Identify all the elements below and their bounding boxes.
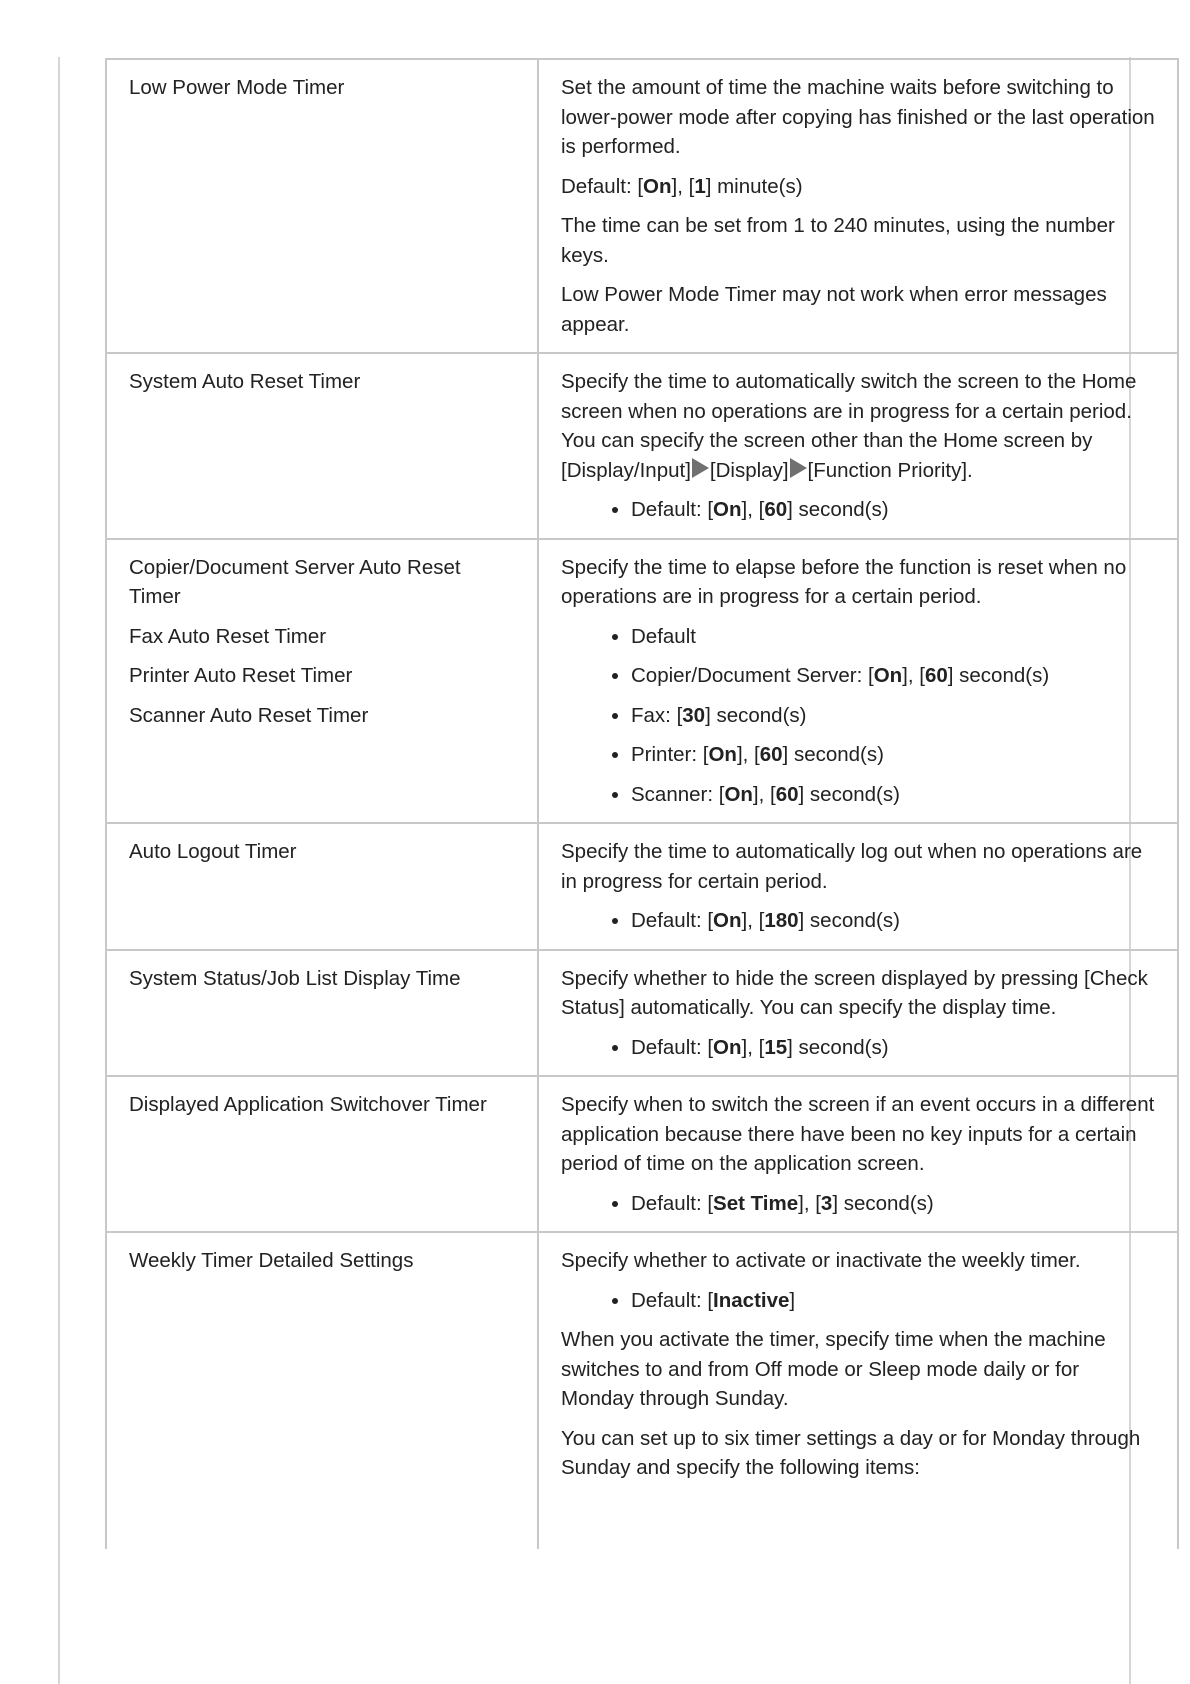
- note-text: Low Power Mode Timer may not work when error messages appear.: [561, 283, 1107, 336]
- setting-name-cell: [106, 950, 538, 1077]
- setting-name-cell: [106, 823, 538, 950]
- setting-name: Printer Auto Reset Timer: [129, 664, 353, 687]
- setting-name-cell: [106, 353, 538, 539]
- setting-name-cell: [106, 59, 538, 353]
- setting-name: Low Power Mode Timer: [129, 76, 345, 99]
- default-list: [561, 1189, 1157, 1219]
- menu-path-display-input: [Display/Input]: [561, 458, 691, 482]
- table-row: [106, 823, 1178, 950]
- timer-settings-table: [105, 58, 1179, 1549]
- arrow-right-icon: [692, 458, 709, 478]
- setting-name: Fax Auto Reset Timer: [129, 624, 327, 648]
- page-left-rule: [58, 57, 60, 1684]
- list-item: • Default: [On], [15] second(s): [631, 1033, 1157, 1063]
- setting-description-cell: [538, 950, 1178, 1077]
- default-list: [561, 906, 1157, 936]
- setting-name: Copier/Document Server Auto Reset Timer: [129, 555, 461, 608]
- setting-name: System Auto Reset Timer: [129, 370, 361, 393]
- setting-description-cell: [538, 1076, 1178, 1232]
- default-list: [561, 622, 1157, 810]
- setting-description-cell: [538, 353, 1178, 539]
- arrow-right-icon: [790, 458, 807, 478]
- description-text: When you activate the timer, specify time when the machine switches to and from Off mode or Sleep mode daily or for Monday through Sunday.: [561, 1328, 1106, 1410]
- list-item: • Default: [Set Time], [3] second(s): [631, 1189, 1157, 1219]
- setting-name-cell: [106, 1076, 538, 1232]
- setting-description-cell: [538, 59, 1178, 353]
- list-item: • Scanner: [On], [60] second(s): [631, 780, 1157, 810]
- description-text: Specify the time to automatically log out when no operations are in progress for certain period.: [561, 840, 1143, 893]
- description-text: Specify the time to elapse before the function is reset when no operations are in progress for a certain period.: [561, 555, 1127, 608]
- description-text: Specify when to switch the screen if an event occurs in a different application because there have been no key inputs for a certain period of time on the application screen.: [561, 1093, 1155, 1175]
- description-text: Specify whether to hide the screen displayed by pressing [Check Status] automatically. You can specify the display time.: [561, 966, 1148, 1019]
- setting-description-cell: [538, 823, 1178, 950]
- default-line: Default: [On], [1] minute(s): [561, 174, 803, 198]
- list-item: • Copier/Document Server: [On], [60] second(s): [631, 661, 1157, 691]
- table-row: [106, 1076, 1178, 1232]
- table-row: [106, 950, 1178, 1077]
- default-list: [561, 1286, 1157, 1316]
- list-item: • Default: [On], [180] second(s): [631, 906, 1157, 936]
- table-row: [106, 353, 1178, 539]
- setting-name: System Status/Job List Display Time: [129, 966, 461, 990]
- table-row: [106, 1232, 1178, 1549]
- setting-description-cell: [538, 539, 1178, 824]
- setting-name: Displayed Application Switchover Timer: [129, 1093, 487, 1116]
- default-list: [561, 1033, 1157, 1063]
- setting-name: Scanner Auto Reset Timer: [129, 703, 369, 727]
- setting-name-cell: [106, 539, 538, 824]
- list-item: • Default: [On], [60] second(s): [631, 495, 1157, 525]
- range-text: The time can be set from 1 to 240 minutes, using the number keys.: [561, 214, 1115, 267]
- setting-name: Weekly Timer Detailed Settings: [129, 1249, 414, 1272]
- list-item: • Default: [631, 622, 1157, 652]
- default-list: [561, 495, 1157, 525]
- description-text: Specify whether to activate or inactivate the weekly timer.: [561, 1249, 1081, 1272]
- table-row: [106, 59, 1178, 353]
- description-text: You can set up to six timer settings a day or for Monday through Sunday and specify the following items:: [561, 1426, 1141, 1479]
- menu-path-function-priority: [Function Priority].: [807, 458, 973, 482]
- description-text: Specify the time to automatically switch the screen to the Home screen when no operations are in progress for a certain period. You can specify the screen other than the Home screen by [Display/Input] [Display] [Function Priority].: [561, 370, 1137, 482]
- table-row: [106, 539, 1178, 824]
- setting-description-cell: [538, 1232, 1178, 1549]
- list-item: • Printer: [On], [60] second(s): [631, 740, 1157, 770]
- description-text: Set the amount of time the machine waits before switching to lower-power mode after copying has finished or the last operation is performed.: [561, 76, 1155, 158]
- list-item: • Default: [Inactive]: [631, 1286, 1157, 1316]
- setting-name-cell: [106, 1232, 538, 1549]
- menu-path-display: [Display]: [709, 458, 789, 482]
- setting-name: Auto Logout Timer: [129, 840, 297, 863]
- list-item: • Fax: [30] second(s): [631, 701, 1157, 731]
